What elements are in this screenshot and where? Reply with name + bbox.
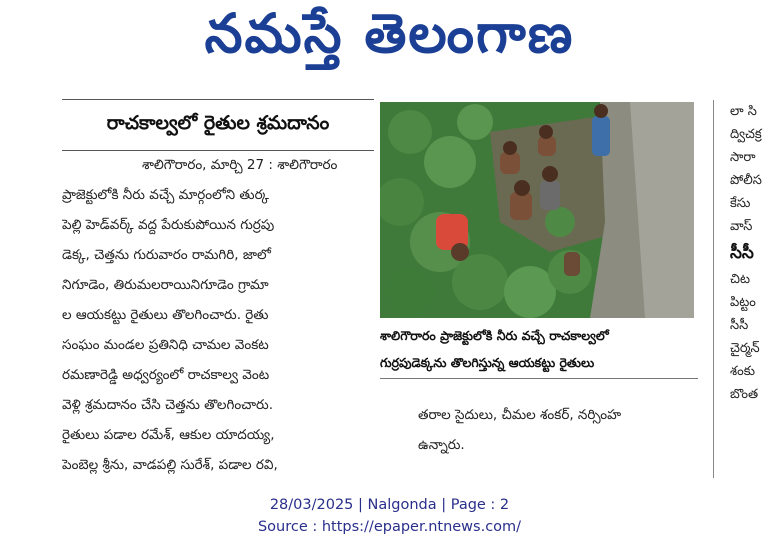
farmers-clearing-canal-image — [380, 102, 694, 318]
column-divider — [713, 100, 714, 478]
adjacent-article-column — [730, 100, 779, 406]
body-line: ప్రాజెక్టులోకి నీరు వచ్చే మార్గంలోని తుర్క — [62, 187, 269, 203]
side-line: కేసు — [730, 196, 751, 211]
body-line: ఉన్నారు. — [418, 437, 465, 453]
article-body — [62, 150, 377, 480]
caption-line: గుర్రపుడెక్కను తొలగిస్తున్న ఆయకట్టు రైతులు — [380, 355, 595, 370]
side-line: పోలీస — [730, 173, 762, 188]
side-line: శంకు — [730, 364, 756, 379]
masthead-title: నమస్తే తెలంగాణ — [204, 1, 575, 65]
body-line: రైతులు పడాల రమేశ్, ఆకుల యాదయ్య, — [62, 427, 275, 443]
side-line: సీసీ — [730, 318, 749, 333]
body-line: ల ఆయకట్టు రైతులు తొలగించారు. రైతు — [62, 307, 269, 323]
body-line: శాలిగౌరారం, మార్చి 27 : శాలిగౌరారం — [142, 157, 338, 173]
article-headline: రాచకాల్వలో రైతుల శ్రమదానం — [106, 111, 330, 134]
side-line: చైర్మన్ — [730, 341, 760, 356]
body-line: సంఘం మండల ప్రతినిధి చామల వెంకట — [62, 337, 269, 353]
article-continuation — [418, 400, 698, 460]
caption-rule — [380, 378, 698, 379]
body-line: తరాల సైదులు, చీమల శంకర్, నర్సింహ — [418, 407, 622, 423]
clipping-footer — [0, 494, 779, 538]
article-photo — [380, 102, 694, 318]
side-line: చిట — [730, 272, 750, 287]
body-line: డెక్క, చెత్తను గురువారం రామగిరి, జాలో — [62, 247, 271, 263]
body-line: రమణారెడ్డి అధ్వర్యంలో రాచకాల్వ వెంట — [62, 367, 270, 383]
side-line: సారా — [730, 150, 756, 165]
side-line: ద్విచక్ర — [730, 127, 762, 142]
side-line: వాస్ — [730, 219, 753, 234]
side-heading: సీసీ — [730, 243, 754, 263]
source-link[interactable]: Source : https://epaper.ntnews.com/ — [257, 519, 522, 535]
body-line: వెళ్లి శ్రమదానం చేసి చెత్తను తొలగించారు. — [62, 397, 274, 413]
body-line: పెల్లి హెడ్‌వర్క్ వద్ద పేరుకుపోయిన గుర్రపు — [62, 217, 275, 233]
side-line: లా సి — [730, 104, 757, 119]
side-line: పిట్టం — [730, 295, 756, 310]
caption-line: శాలిగౌరారం ప్రాజెక్టులోకి నీరు వచ్చే రాచకాల్వలో — [380, 328, 609, 343]
body-line: నిగూడెం, తిరుమలరాయినిగూడెం గ్రామా — [62, 277, 269, 293]
edition-info: 28/03/2025 | Nalgonda | Page : 2 — [269, 497, 510, 513]
body-line: పెంబెల్ల శ్రీను, వాడపల్లి సురేశ్, పడాల రవి, — [62, 457, 278, 473]
cut-off-text-row — [62, 470, 362, 478]
photo-caption — [380, 322, 698, 376]
newspaper-masthead — [0, 0, 779, 80]
side-line: బొంత — [730, 387, 759, 402]
